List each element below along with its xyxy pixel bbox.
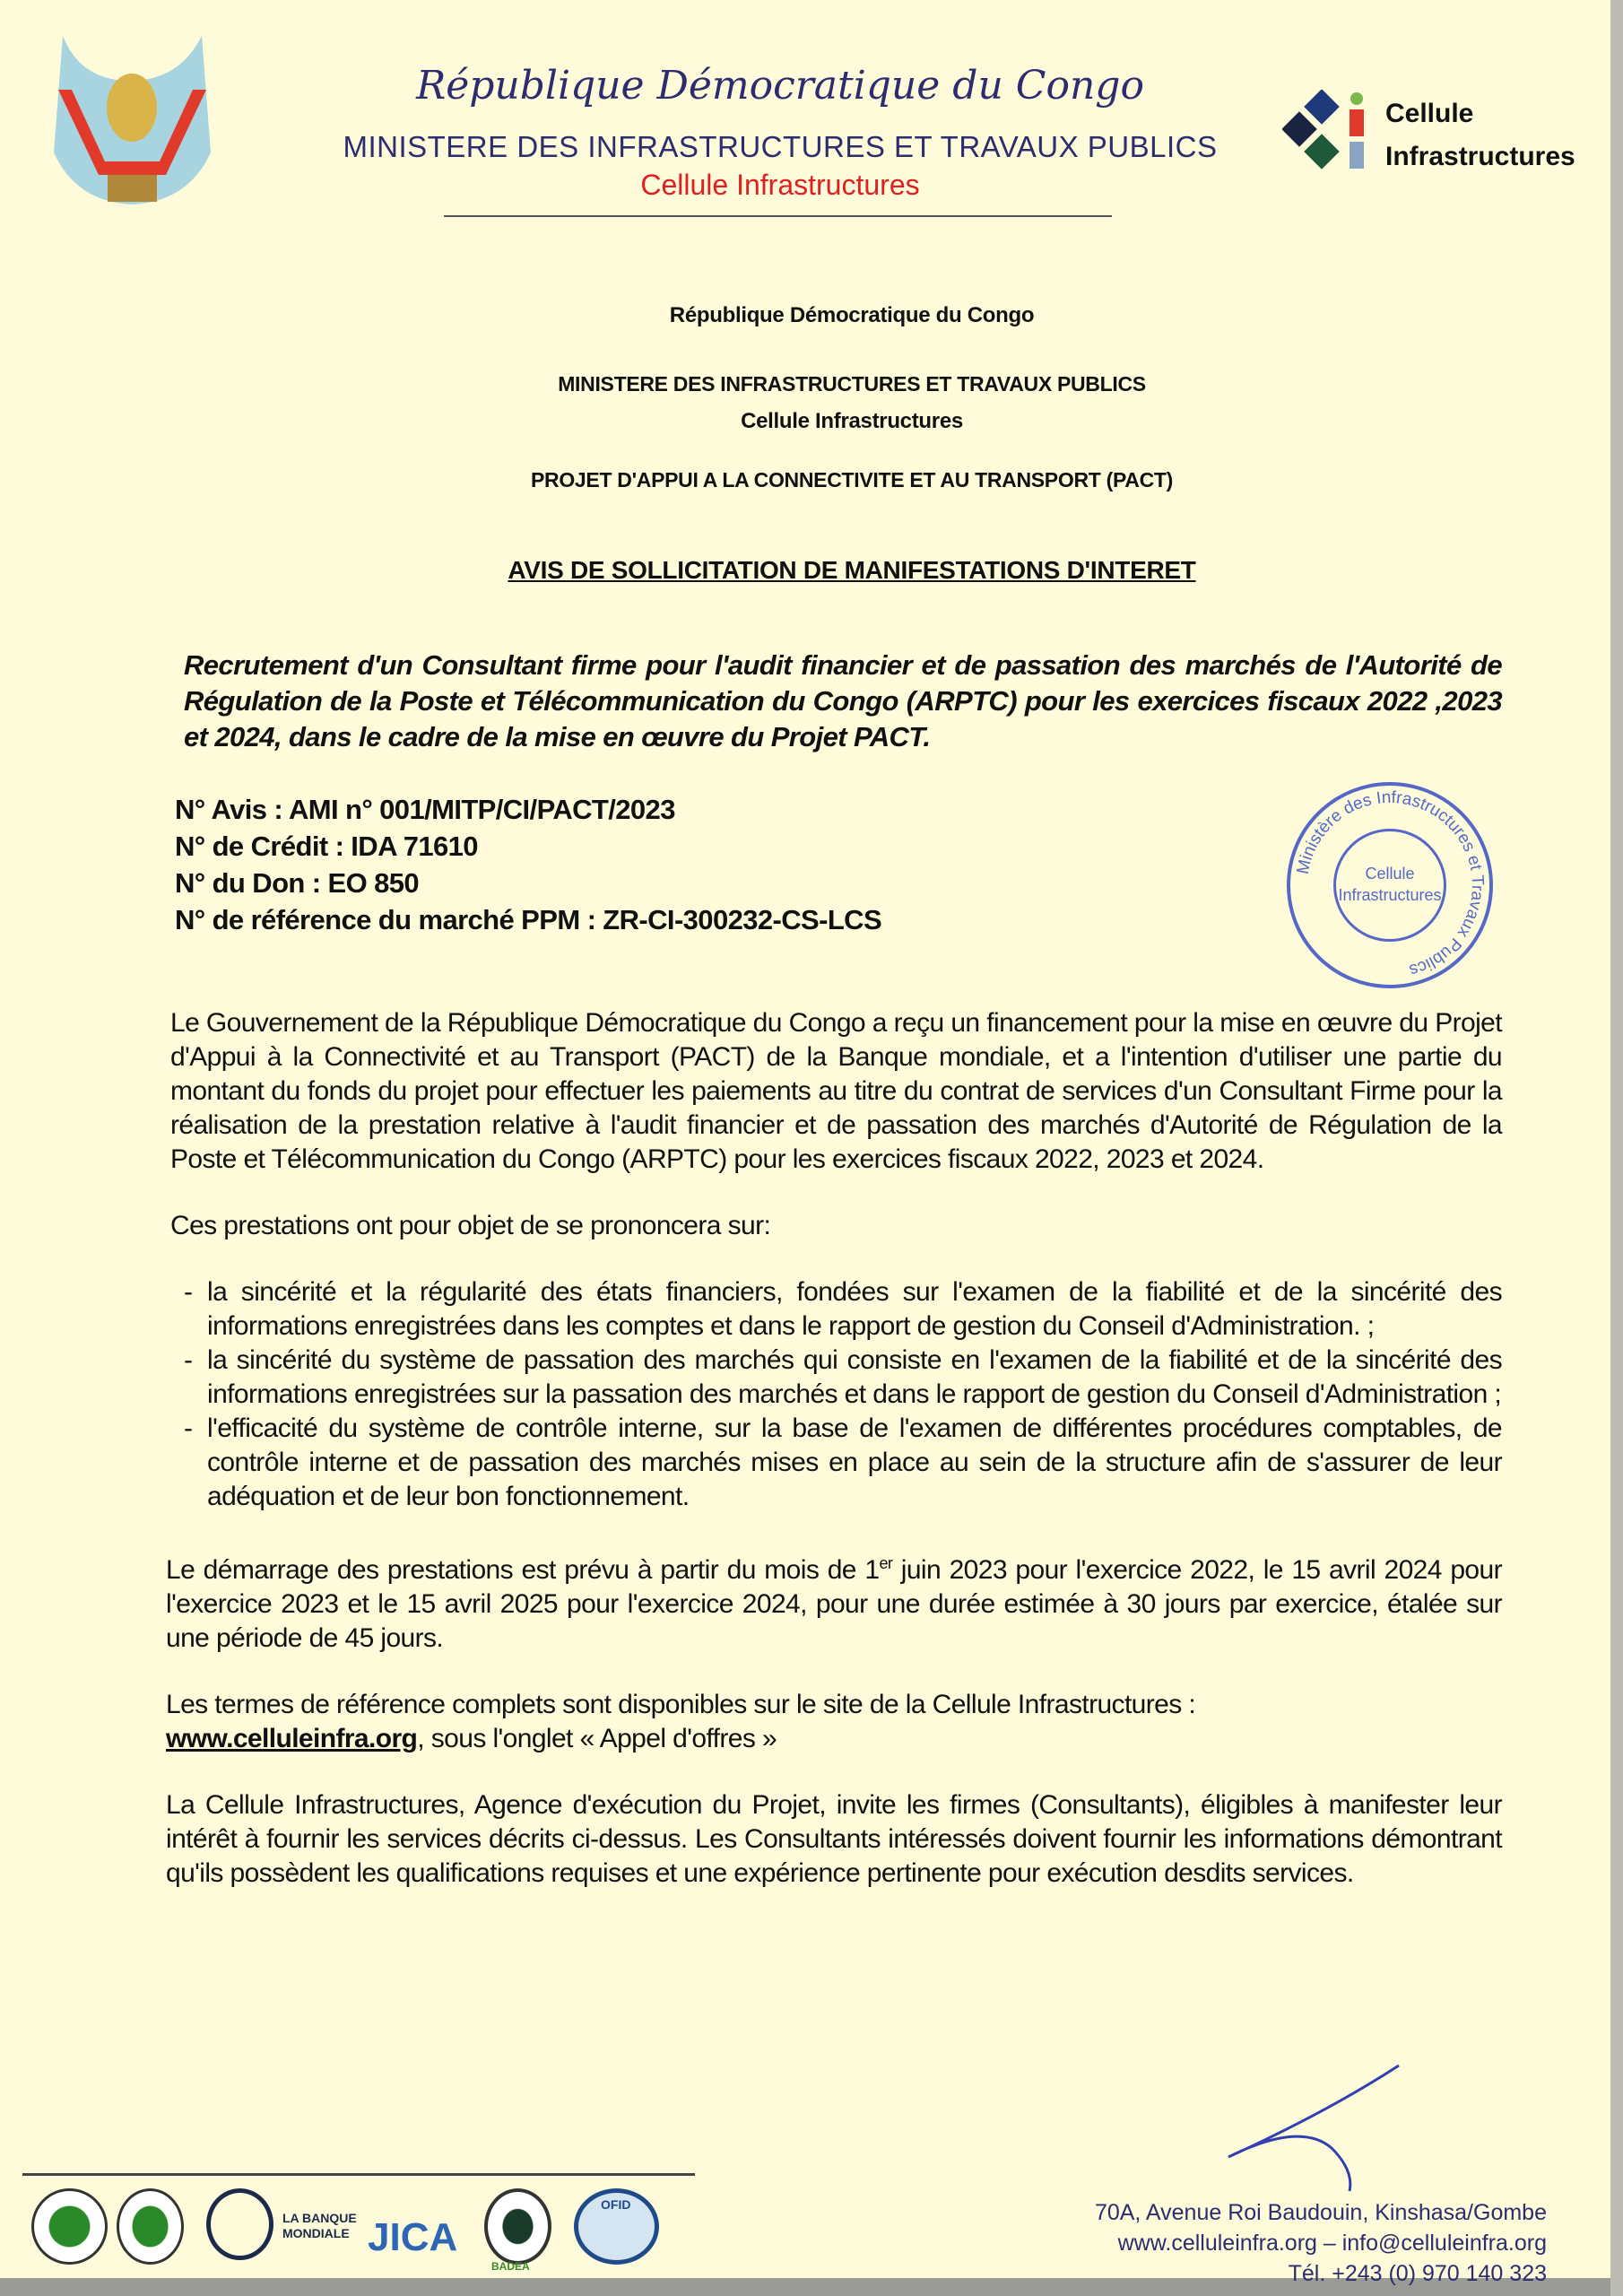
paragraph-financing: Le Gouvernement de la République Démocratique du Congo a reçu un financement pour la mise en œuvre du Projet d'Appui à la Connectivité et au Transport (PACT) de la Banque mondiale, et a l'intention d'utiliser une partie du montant du fonds du projet pour effectuer les paiements au titre du contrat de services d'un Consultant Firme pour la réalisation de la prestation relative à l'audit financier et de passation des marchés d'Autorité de Régulation de la Poste et Télécommunication du Congo (ARPTC) pour les exercices fiscaux 2022, 2023 et 2024.	[170, 1008, 1502, 1174]
header-divider	[444, 215, 1112, 217]
header-unit: Cellule Infrastructures	[640, 169, 920, 201]
signature	[1219, 2058, 1426, 2193]
world-bank-line-2: MONDIALE	[282, 2226, 350, 2240]
stamp-inner-2: Infrastructures	[1338, 886, 1442, 904]
reference-row	[166, 782, 1502, 988]
notice-body	[166, 648, 1502, 1891]
ref-ppm: N° de référence du marché PPM : ZR-CI-300232-CS-LCS	[175, 904, 882, 935]
page-edge-right	[1610, 0, 1623, 2296]
jica-logo: JICA	[368, 2215, 458, 2259]
logo-text-cellule: Cellule	[1385, 99, 1474, 128]
list-item: - la sincérité et la régularité des états financiers, fondées sur l'examen de la fiabilité et de la sincérité des informations enregistrées dans les comptes et dans le rapport de gestion du Conseil d'Administration. ;	[184, 1275, 1502, 1344]
schedule-text: Le démarrage des prestations est prévu à partir du mois de 1	[166, 1555, 880, 1585]
ofid-label: OFID	[601, 2197, 631, 2212]
stamp-outer-text: Ministère des Infrastructures et Travaux Publics	[1293, 787, 1488, 980]
logo-text-infrastructures: Infrastructures	[1385, 142, 1575, 171]
heading-ministry: MINISTERE DES INFRASTRUCTURES ET TRAVAUX PUBLICS	[558, 372, 1146, 396]
footer-web-email[interactable]: www.celluleinfra.org – info@celluleinfra.org	[1117, 2231, 1547, 2256]
ref-credit: N° de Crédit : IDA 71610	[175, 831, 478, 862]
website-link[interactable]: www.celluleinfra.org	[166, 1724, 418, 1753]
heading-country: République Démocratique du Congo	[669, 303, 1035, 327]
ref-don: N° du Don : EO 850	[175, 867, 420, 899]
heading-unit: Cellule Infrastructures	[741, 409, 963, 433]
footer-address: 70A, Avenue Roi Baudouin, Kinshasa/Gombe	[1094, 2200, 1547, 2225]
notice-title: Recrutement d'un Consultant firme pour l'audit financier et de passation des marchés de l'Autorité de Régulation de la Poste et Télécommunication du Congo (ARPTC) pour les exercices fiscaux 2022 ,2023 et 2024, dans le cadre de la mise en œuvre du Projet PACT.	[184, 649, 1502, 752]
badea-logo	[484, 2188, 551, 2265]
heading-project: PROJET D'APPUI A LA CONNECTIVITE ET AU TRANSPORT (PACT)	[530, 468, 1174, 491]
objectives-list	[184, 1275, 1502, 1514]
footer-contact	[1095, 2197, 1547, 2289]
heading-notice: AVIS DE SOLLICITATION DE MANIFESTATIONS D'INTERET	[508, 556, 1196, 584]
terms-tab-text: , sous l'onglet « Appel d'offres »	[417, 1724, 777, 1753]
schedule-text-2: juin 2023 pour l'exercice 2022, le 15 avril 2024 pour l'exercice 2023 et le 15 avril 2025 pour l'exercice 2024, pour une durée estimée à 30 jours par exercice, étalée sur une période de 45 jours.	[166, 1555, 1502, 1653]
paragraph-invitation: La Cellule Infrastructures, Agence d'exécution du Projet, invite les firmes (Consultants), éligibles à manifester leur intérêt à fournir les services décrits ci-dessus. Les Consultants intéressés doivent fournir les informations démontrant qu'ils possèdent les qualifications requises et une expérience pertinente pour exécution desdits services.	[166, 1790, 1502, 1888]
reference-list	[175, 791, 881, 938]
world-bank-line-1: LA BANQUE	[282, 2211, 357, 2225]
footer-phone: Tél. +243 (0) 970 140 323	[1288, 2261, 1547, 2286]
header-script-title: République Démocratique du Congo	[416, 63, 1144, 109]
paragraph-terms	[166, 1688, 1502, 1756]
header-ministry: MINISTERE DES INFRASTRUCTURES ET TRAVAUX PUBLICS	[343, 130, 1218, 163]
world-bank-label	[282, 2211, 357, 2241]
footer-divider	[22, 2173, 695, 2176]
badea-label: BADEA	[491, 2260, 530, 2273]
coat-of-arms-emblem	[45, 27, 220, 206]
schedule-sup: er	[879, 1554, 893, 1572]
terms-text: Les termes de référence complets sont disponibles sur le site de la Cellule Infrastructures :	[166, 1690, 1196, 1719]
official-stamp	[1287, 782, 1493, 988]
list-item: - l'efficacité du système de contrôle interne, sur la base de l'examen de différentes procédures comptables, de contrôle interne et de passation des marchés mises en place au sein de la structure afin de s'assurer de leur adéquation et de leur bon fonctionnement.	[184, 1412, 1502, 1514]
list-item: - la sincérité du système de passation des marchés qui consiste en l'examen de la fiabilité et de la sincérité des informations enregistrées sur la passation des marchés et dans le rapport de gestion du Conseil d'Administration ;	[184, 1344, 1502, 1412]
ref-avis: N° Avis : AMI n° 001/MITP/CI/PACT/2023	[175, 794, 675, 825]
paragraph-objectives: Ces prestations ont pour objet de se prononcera sur:	[170, 1211, 771, 1240]
afdb-logo	[31, 2188, 108, 2265]
stamp-inner-1: Cellule	[1365, 865, 1415, 883]
cellule-logo	[1282, 90, 1596, 175]
world-bank-globe-icon	[206, 2188, 273, 2260]
african-development-fund-logo	[117, 2188, 184, 2265]
paragraph-schedule	[166, 1546, 1502, 1656]
